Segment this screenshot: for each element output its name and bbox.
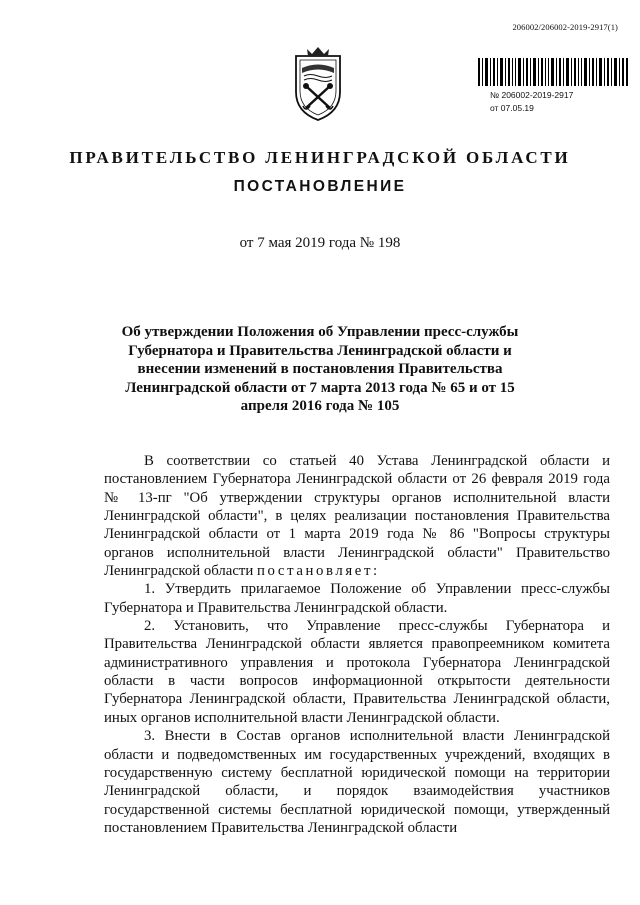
preamble-text: В соответствии со статьей 40 Устава Ленинградской области и постановлением Губернатора Ленинградской области от 26 февраля 2019 года № 13-пг "Об утверждении структуры органов исполнительной власти Ленинградской области", в целях реализации постановления Правительства Ленинградской области от 1 марта 2019 года № 86 "Вопросы структуры органов исполнительной власти Ленинградской области" Правительство Ленинградской области bbox=[104, 453, 610, 580]
registration-number: № 206002-2019-2917 bbox=[490, 90, 574, 100]
item-paragraph-1: 1. Утвердить прилагаемое Положение об Управлении пресс-службы Губернатора и Правительства Ленинградской области. bbox=[104, 581, 610, 616]
preamble-paragraph bbox=[104, 452, 610, 580]
registration-date: от 07.05.19 bbox=[490, 103, 534, 113]
item-paragraph-2: 2. Установить, что Управление пресс-службы Губернатора и Правительства Ленинградской области является правопреемником комитета административного управления и протокола Губернатора Ленинградской области в части вопросов информационной открытости деятельности Губернатора Ленинградской области, Правительства Ленинградской области, иных органов исполнительной власти Ленинградской области. bbox=[104, 618, 610, 726]
document-code: 206002/206002-2019-2917(1) bbox=[512, 22, 618, 32]
decides-word: постановляет: bbox=[257, 563, 380, 580]
document-type: ПОСТАНОВЛЕНИЕ bbox=[233, 178, 407, 195]
item-paragraph-3: 3. Внести в Состав органов исполнительной власти Ленинградской области и подведомственных им государственных учреждений, входящих в государственную систему бесплатной юридической помощи на территории Ленинградской области, и порядок взаимодействия участников государственной системы бесплатной юридической помощи, утвержденный постановлением Правительства Ленинградской области bbox=[104, 728, 610, 836]
document-subject: Об утверждении Положения об Управлении пресс-службы Губернатора и Правительства Ленинградской области и внесении изменений в постановления Правительства Ленинградской области от 7 марта 2013 года № 65 и от 15 апреля 2016 года № 105 bbox=[121, 324, 519, 414]
barcode-icon bbox=[478, 58, 628, 86]
coat-of-arms-icon bbox=[290, 42, 346, 122]
document-body bbox=[104, 452, 610, 837]
government-name: ПРАВИТЕЛЬСТВО ЛЕНИНГРАДСКОЙ ОБЛАСТИ bbox=[69, 148, 571, 167]
document-date-number: от 7 мая 2019 года № 198 bbox=[239, 235, 401, 251]
